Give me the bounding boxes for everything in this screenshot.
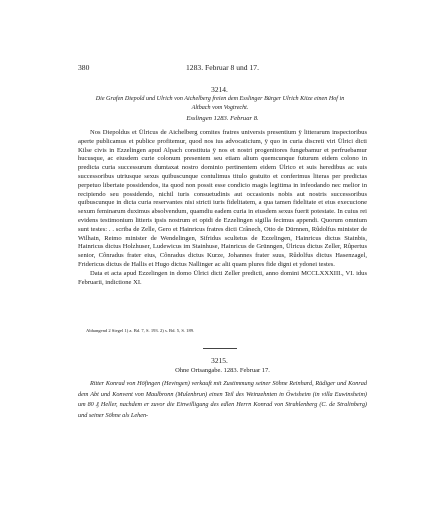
document-dateline: Esslingen 1283. Februar 8. [186,115,259,122]
document-dateline: Ohne Ortsangabe. 1283. Februar 17. [175,367,270,374]
document-number: 3215. [211,356,228,365]
footnote: Abhangend 2 Siegel 1) a. Bd. 7, S. 193. 2) s. Bd. 5, S. 189. [86,328,195,333]
document-number: 3214. [211,85,228,94]
running-head: 1283. Februar 8 und 17. [186,63,259,72]
document-summary: Die Grafen Diepold und Ulrich von Aichelberg freien dem Esslinger Bürger Ulrich Kiize einen Hof in Altbach vom Vogtrecht. [95,96,345,111]
document-summary [78,379,367,421]
document-body [78,129,367,287]
summary-text: Ritter Konrad von Höfingen (Hevingen) verkauft mit Zustimmung seiner Söhne Reinhard, Rüdiger und Konrad dem Abt und Konvent von Maulbronn (Mulenbrun) einen Teil des Weinzehnten in Öwisheim (in villa Euwinsheim) um 80 ₰ Heller, nachdem er zuvor die Einwilligung des edlen Herrn Konrad von Strahlenberg (C. de Stralinberg) und seiner Söhne als Lehen- [78,380,367,419]
section-divider [203,348,237,349]
body-paragraph: Data et acta apud Ezzelingen in domo Ülrici dicti Zeller predicti, anno domini MCCLXXXIII., VI. idus Februarii, indictione XI. [78,269,367,286]
body-paragraph: Nos Diepoldus et Ülricus de Aichelberg comites fratres universis presentium ÿ litterarum inspectoribus aperte publicamus et publice profitemur, quod nos ius advocaticium, ÿ quo in curia discreti viri Ülrici dicti Kilse civis in Ezzelingen apud Alpach constituta ÿ nos et nostri progenitores fungebamur et perfruebamur hucusque, ac eiusdem curie colonum presentem seu etiam alium quemcunque futurum eidem colono in predicta curia successurum dumtaxat nostro dominio pertinentem eidem Ülrico et suis heredibus ac suis successoribus utriusque sexus quibuscunque contulimus titulo gratuito et conferimus literas per predictas perpetuo libertate possidendos, ita quod non possit esse condicio magis legitima in infeodando nec melior in recipiendo seu possidendo, nichil iuris consuetudinis aut occasionis nobis aut nostris successoribus quibuscunque in dicta curia reservantes nisi stricti iuris fidelitatem, a qua tamen fidelitate et eius execucione sexum feminarum duximus absolvendum, quamdiu eadem curia in eiusdem sexus fuerit potestate. In cuius rei evidens testimonium litteris ipsis nostrum et opidi de Ezzelingen sigilla fecimus appendi. Quorum omnium sunt testes: . . scriba de Zelle, Gero et Hainricus fratres dicti Crânech, Otto de Dürnnen, Rûdolfus minister de Wilhain, Reimo minister de Wendelingen, Sifridus scultetus de Ezzelingen, Hainricus dictus Stainbis, Hainricus dictus Holzhuser, Ludewicus im Stainhuse, Hainricus de Grünngen, Ülricus dictus Zeller, Rûpertus senior, Cônradus frater eius, Cônradus dictus Kurze, Johannes frater suus, Rûdolfus dictus Hasenzagel, Fridericus dictus de Hallis et Hugo dictus Nallinger ac alii quam plures fide digni et ydonei testes. [78,129,367,268]
page-number: 380 [78,63,90,72]
page-header [78,63,367,75]
